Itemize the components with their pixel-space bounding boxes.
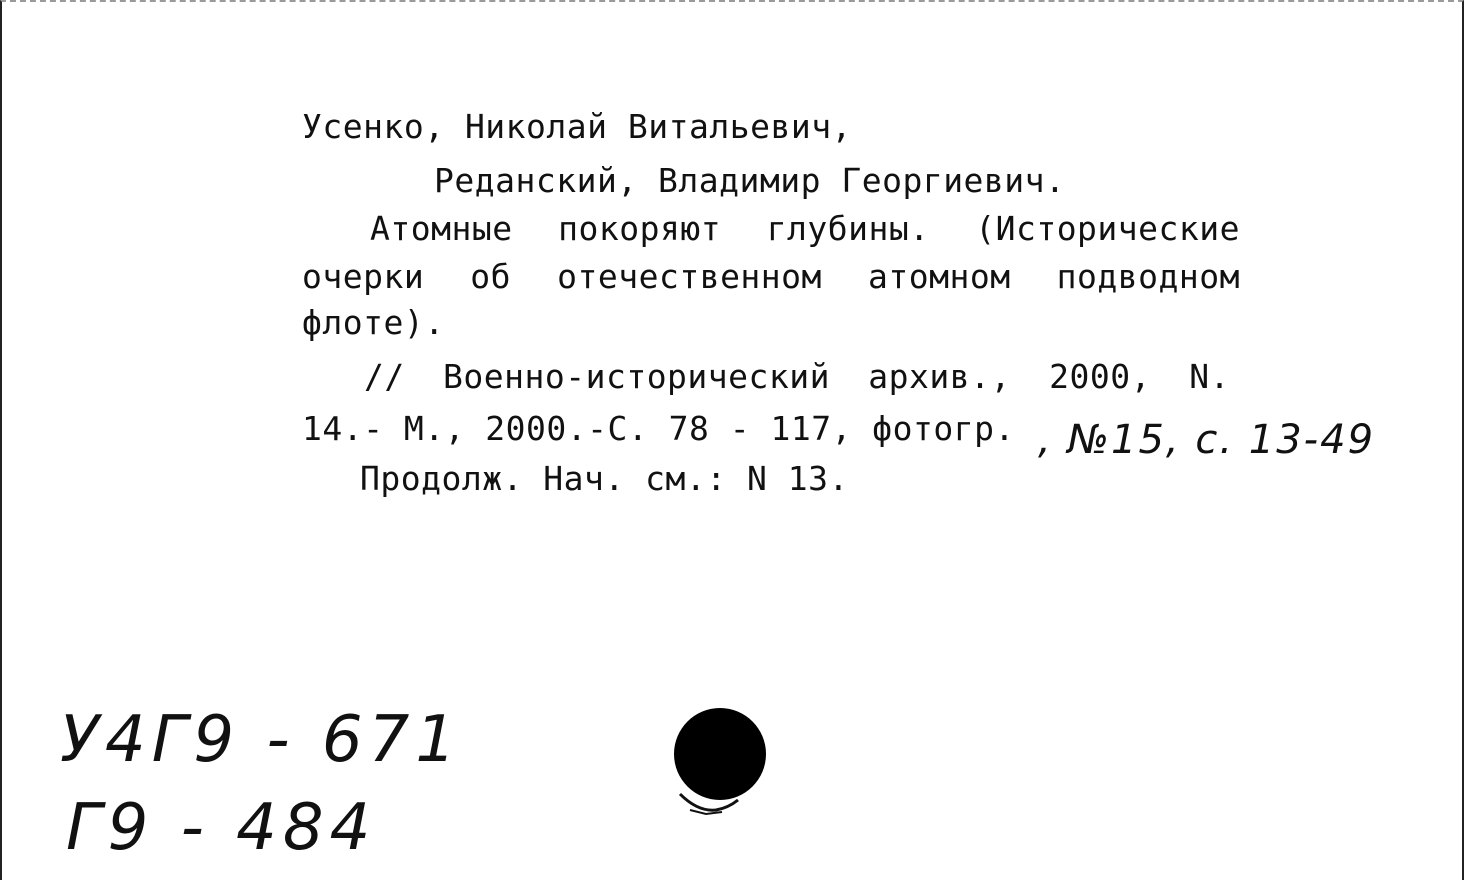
title-word: глубины. xyxy=(766,209,930,248)
source-word: архив., xyxy=(868,357,1011,396)
title-word: (Исторические xyxy=(975,209,1240,248)
handwritten-issue-pages: , №15, с. 13-49 xyxy=(1038,417,1376,463)
punch-tear-mark xyxy=(676,788,746,818)
punch-hole xyxy=(674,708,766,800)
title-word: отечественном xyxy=(557,257,822,296)
title-word: очерки xyxy=(302,257,425,296)
continuation-line: Продолж. Нач. см.: N 13. xyxy=(360,459,849,498)
source-line-1 xyxy=(364,357,1230,396)
title-word: атомном xyxy=(867,257,1011,296)
call-number-2: Г9 - 484 xyxy=(66,791,377,865)
title-line-2 xyxy=(302,257,1240,296)
source-word: N. xyxy=(1189,357,1230,396)
source-line-2: 14.- М., 2000.-С. 78 - 117, фотогр. xyxy=(302,409,1015,448)
title-line-1 xyxy=(370,209,1240,248)
source-word: Военно-исторический xyxy=(443,357,831,396)
title-word: покоряют xyxy=(558,209,722,248)
author-line: Усенко, Николай Витальевич, xyxy=(302,107,852,146)
coauthor-line: Реданский, Владимир Георгиевич. xyxy=(434,161,1066,200)
title-word: об xyxy=(470,257,512,296)
title-word: подводном xyxy=(1056,257,1240,296)
source-word: 2000, xyxy=(1049,357,1151,396)
call-number-1: У4Г9 - 671 xyxy=(60,703,463,777)
title-line-3: флоте). xyxy=(302,303,445,342)
title-word: Атомные xyxy=(370,209,513,248)
source-word: // xyxy=(364,357,405,396)
